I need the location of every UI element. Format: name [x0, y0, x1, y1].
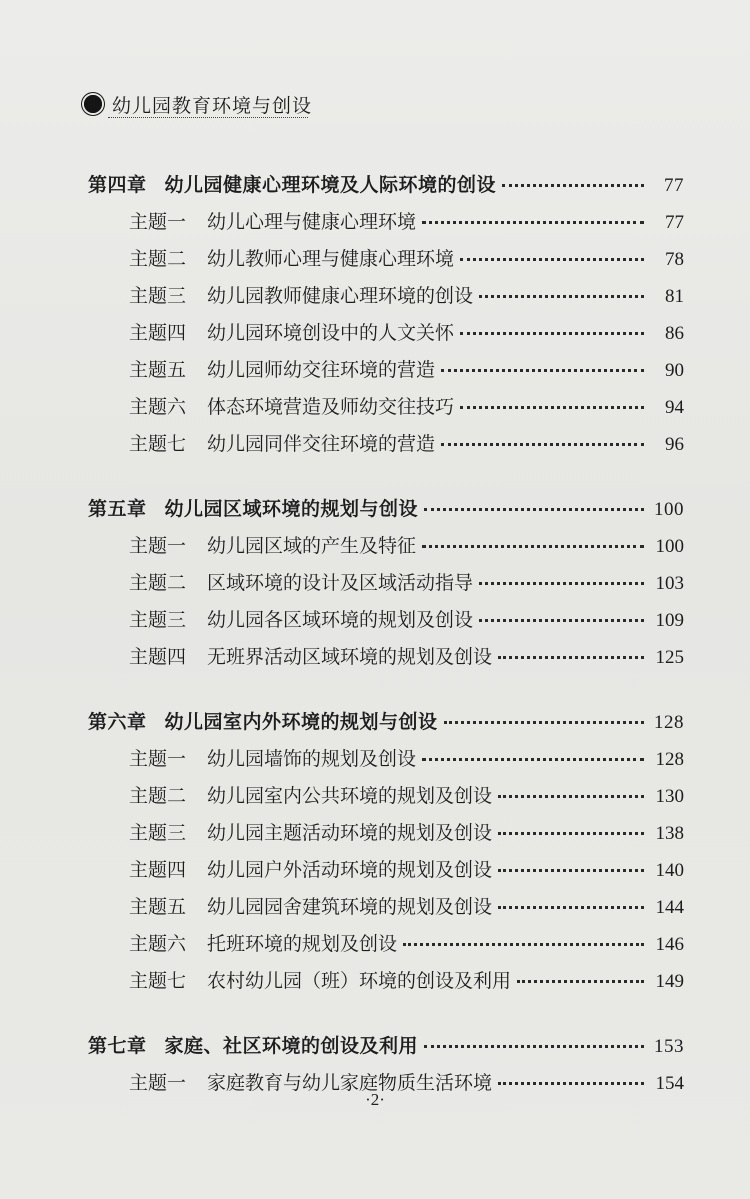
topic-entry[interactable]: [88, 568, 684, 605]
dot-leader: [444, 721, 644, 724]
dot-leader: [498, 795, 644, 798]
page-number: 77: [664, 175, 684, 196]
page-number: 100: [655, 536, 684, 557]
topic-entry[interactable]: [88, 318, 684, 355]
page-number: 146: [655, 934, 684, 955]
topic-title: 幼儿园教师健康心理环境的创设: [207, 285, 474, 307]
page-number: 81: [665, 286, 684, 307]
page-folio: ·2·: [365, 1090, 385, 1109]
dot-leader: [502, 184, 644, 187]
topic-number: 主题一: [129, 211, 187, 233]
topic-entry[interactable]: [88, 892, 684, 929]
topic-title: 幼儿园主题活动环境的规划及创设: [207, 822, 493, 844]
topic-title: 幼儿教师心理与健康心理环境: [207, 248, 455, 270]
chapter-title: 幼儿园区域环境的规划与创设: [164, 498, 419, 520]
dot-leader: [479, 295, 644, 298]
topic-number: 主题一: [129, 1072, 187, 1094]
topic-title: 幼儿园同伴交往环境的营造: [207, 433, 436, 455]
page-number: 130: [655, 786, 684, 807]
topic-number: 主题四: [129, 322, 187, 344]
topic-number: 主题一: [129, 748, 187, 770]
chapter-heading[interactable]: [88, 707, 684, 744]
chapter-5: [88, 494, 684, 679]
topic-entry[interactable]: [88, 531, 684, 568]
page-number: 78: [665, 249, 684, 270]
topic-number: 主题二: [129, 572, 187, 594]
page-number: 103: [655, 573, 684, 594]
dot-leader: [479, 619, 644, 622]
dot-leader: [403, 943, 644, 946]
running-header-title: 幼儿园教育环境与创设: [112, 94, 313, 117]
page-number: 77: [665, 212, 684, 233]
chapter-number: 第四章: [88, 174, 147, 196]
page-number: 125: [655, 647, 684, 668]
topic-entry[interactable]: [88, 818, 684, 855]
chapter-heading[interactable]: [88, 494, 684, 531]
topic-number: 主题二: [129, 248, 187, 270]
topic-entry[interactable]: [88, 605, 684, 642]
topic-title: 幼儿园区域的产生及特征: [207, 535, 417, 557]
dot-leader: [498, 906, 644, 909]
topic-number: 主题四: [129, 859, 187, 881]
topic-number: 主题六: [129, 933, 187, 955]
page-number: 144: [655, 897, 684, 918]
topic-title: 幼儿园园舍建筑环境的规划及创设: [207, 896, 493, 918]
chapter-number: 第五章: [88, 498, 147, 520]
topic-title: 幼儿园墙饰的规划及创设: [207, 748, 417, 770]
dot-leader: [424, 508, 644, 511]
chapter-number: 第六章: [88, 711, 147, 733]
dot-leader: [441, 443, 644, 446]
topic-number: 主题七: [129, 970, 187, 992]
header-dotted-rule: [108, 117, 308, 118]
topic-entry[interactable]: [88, 355, 684, 392]
running-header: [84, 90, 312, 118]
topic-entry[interactable]: [88, 966, 684, 1003]
dot-leader: [460, 332, 644, 335]
topic-number: 主题五: [129, 359, 187, 381]
topic-entry[interactable]: [88, 642, 684, 679]
topic-number: 主题三: [129, 285, 187, 307]
topic-title: 农村幼儿园（班）环境的创设及利用: [207, 970, 512, 992]
dot-leader: [441, 369, 644, 372]
topic-title: 托班环境的规划及创设: [207, 933, 398, 955]
page-number: 128: [655, 749, 684, 770]
topic-number: 主题五: [129, 896, 187, 918]
topic-entry[interactable]: [88, 744, 684, 781]
topic-number: 主题四: [129, 646, 187, 668]
topic-title: 无班界活动区域环境的规划及创设: [207, 646, 493, 668]
topic-number: 主题一: [129, 535, 187, 557]
topic-entry[interactable]: [88, 392, 684, 429]
page-number: 140: [655, 860, 684, 881]
topic-title: 幼儿心理与健康心理环境: [207, 211, 417, 233]
table-of-contents: [88, 170, 684, 1133]
page-number: 154: [655, 1073, 684, 1094]
chapter-4: [88, 170, 684, 466]
page-number: 149: [655, 971, 684, 992]
topic-title: 家庭教育与幼儿家庭物质生活环境: [207, 1072, 493, 1094]
topic-entry[interactable]: [88, 244, 684, 281]
page-number: 86: [665, 323, 684, 344]
page-number: 138: [655, 823, 684, 844]
dot-leader: [422, 758, 644, 761]
topic-title: 幼儿园户外活动环境的规划及创设: [207, 859, 493, 881]
topic-number: 主题六: [129, 396, 187, 418]
topic-entry[interactable]: [88, 855, 684, 892]
topic-title: 幼儿园室内公共环境的规划及创设: [207, 785, 493, 807]
dot-leader: [498, 656, 644, 659]
dot-leader: [498, 1082, 644, 1085]
topic-entry[interactable]: [88, 929, 684, 966]
topic-number: 主题三: [129, 609, 187, 631]
topic-entry[interactable]: [88, 781, 684, 818]
topic-number: 主题七: [129, 433, 187, 455]
chapter-title: 幼儿园健康心理环境及人际环境的创设: [164, 174, 497, 196]
topic-number: 主题二: [129, 785, 187, 807]
header-bullet-icon: [84, 95, 102, 113]
page-number: 90: [665, 360, 684, 381]
topic-entry[interactable]: [88, 429, 684, 466]
page-number: 109: [655, 610, 684, 631]
dot-leader: [498, 832, 644, 835]
dot-leader: [498, 869, 644, 872]
page-number: 100: [654, 499, 684, 520]
chapter-heading[interactable]: [88, 170, 684, 207]
topic-title: 区域环境的设计及区域活动指导: [207, 572, 474, 594]
dot-leader: [424, 1045, 644, 1048]
topic-title: 幼儿园环境创设中的人文关怀: [207, 322, 455, 344]
chapter-title: 幼儿园室内外环境的规划与创设: [164, 711, 438, 733]
page-number: 128: [654, 712, 684, 733]
page-number: 153: [654, 1036, 684, 1057]
topic-title: 体态环境营造及师幼交往技巧: [207, 396, 455, 418]
dot-leader: [422, 221, 644, 224]
topic-entry[interactable]: [88, 281, 684, 318]
chapter-heading[interactable]: [88, 1031, 684, 1068]
topic-title: 幼儿园各区域环境的规划及创设: [207, 609, 474, 631]
chapter-number: 第七章: [88, 1035, 147, 1057]
dot-leader: [422, 545, 644, 548]
dot-leader: [517, 980, 644, 983]
chapter-6: [88, 707, 684, 1003]
page-number: 94: [665, 397, 684, 418]
dot-leader: [479, 582, 644, 585]
dot-leader: [460, 258, 644, 261]
page-number: 96: [665, 434, 684, 455]
dot-leader: [460, 406, 644, 409]
topic-title: 幼儿园师幼交往环境的营造: [207, 359, 436, 381]
topic-number: 主题三: [129, 822, 187, 844]
topic-entry[interactable]: [88, 207, 684, 244]
chapter-title: 家庭、社区环境的创设及利用: [164, 1035, 419, 1057]
